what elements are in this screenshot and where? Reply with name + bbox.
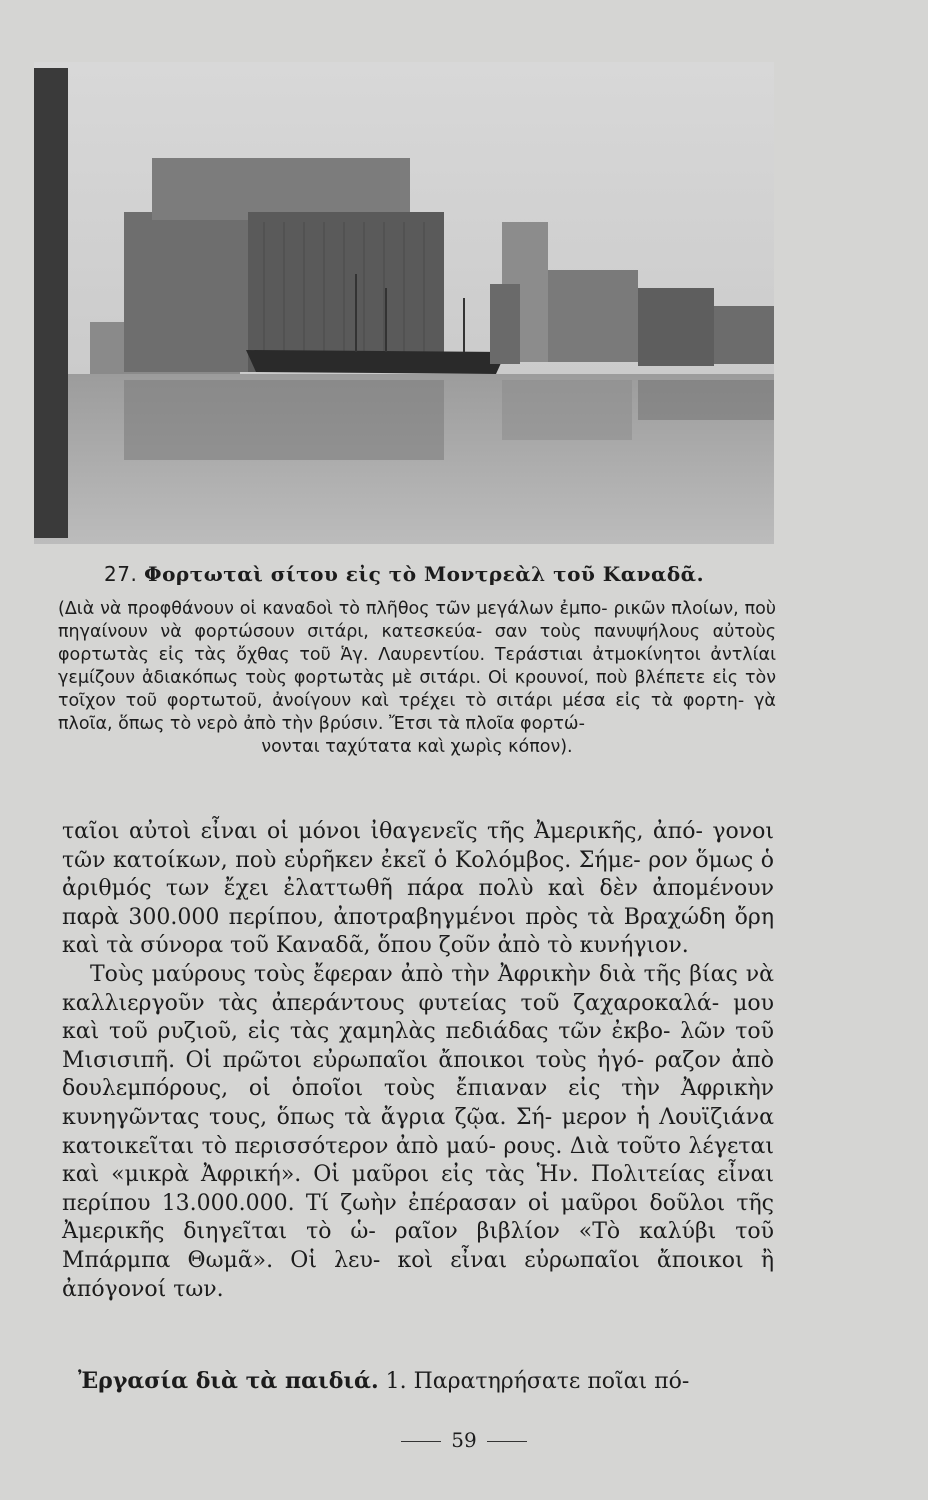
note-line: τοὺς φορτωτὰς μὲ σιτάρι. Οἱ κρουνοί, ποὺ βλέπετε εἰς τὸν τοῖχον — [58, 668, 776, 711]
text-line: ραζον ἀπὸ δουλεμπόρους, οἱ ὁποῖοι τοὺς ἔπιαναν εἰς τὴν — [62, 1047, 774, 1102]
text-line: πρὸς τὰ Βραχώδη ὄρη καὶ τὰ σύνορα τοῦ Καναδᾶ, ὅπου — [62, 904, 775, 959]
note-line: ρικῶν πλοίων, ποὺ πηγαίνουν νὰ φορτώσουν σιτάρι, κατεσκεύα- — [58, 599, 776, 642]
text-line: ρον ὅμως ὁ ἀριθμός των ἔχει ἐλαττωθῆ πάρα πολὺ καὶ — [62, 847, 774, 902]
text-line: δὲν ἀπομένουν παρὰ 300.000 περίπου, ἀποτραβηγμένοι — [62, 876, 774, 930]
text-line: ζοῦν ἀπὸ τὸ κυνήγιον. — [438, 933, 689, 959]
text-line: μερον ἡ Λουϊζιάνα κατοικεῖται τὸ περισσότερον ἀπὸ μαύ- — [62, 1104, 774, 1159]
main-text — [62, 818, 774, 1304]
note-line: σαν τοὺς πανυψήλους αὐτοὺς φορτωτὰς εἰς τὰς ὄχθας τοῦ Ἁγ. — [58, 622, 776, 665]
page-number — [0, 1428, 928, 1452]
photo-caption — [104, 562, 764, 586]
text-line: κοὶ εἶναι εὐρωπαῖοι ἄποικοι ἢ ἀπόγονοί των. — [62, 1247, 775, 1302]
note-line: τοῦ φορτωτοῦ, ἀνοίγουν καὶ τρέχει τὸ σιτάρι μέσα εἰς τὰ φορτη- — [125, 691, 745, 711]
text-line: εἰς τὰς Ἡν. Πολιτείας εἶναι περίπου 13.000.000. Τί ζωὴν — [62, 1162, 775, 1216]
note-line: γὰ πλοῖα, ὅπως τὸ νερὸ ἀπὸ τὴν βρύσιν. Ἔτσι τὰ πλοῖα φορτώ- — [58, 691, 776, 734]
text-line: λῶν τοῦ Μισισιπῆ. Οἱ πρῶτοι εὐρωπαῖοι ἄποικοι τοὺς ἠγό- — [62, 1019, 775, 1073]
children-task — [78, 1368, 778, 1394]
text-line: ραῖον βιβλίον «Τὸ καλύβι τοῦ Μπάρμπα Θωμᾶ». Οἱ λευ- — [62, 1219, 774, 1273]
paragraph-2 — [62, 961, 774, 1304]
dash-left — [401, 1441, 441, 1442]
page-number-value: 59 — [451, 1428, 477, 1452]
text-line: γονοι τῶν κατοίκων, ποὺ εὑρῆκεν ἐκεῖ ὁ Κολόμβος. Σήμε- — [62, 819, 775, 873]
text-line: ταῖοι αὐτοὶ εἶναι οἱ μόνοι ἰθαγενεῖς τῆς Ἀμερικῆς, ἀπό- — [62, 819, 703, 844]
caption-number: 27. — [104, 562, 138, 586]
task-text: 1. Παρατηρήσατε ποῖαι πό- — [378, 1369, 690, 1394]
caption-title: Φορτωταὶ σίτου εἰς τὸ Μοντρεὰλ τοῦ Καναδᾶ. — [144, 562, 705, 586]
text-line: Τοὺς μαύρους τοὺς ἔφεραν ἀπὸ τὴν Ἀφρικὴν διὰ τῆς βίας — [90, 961, 738, 987]
paragraph-1 — [62, 818, 774, 961]
grain-elevators-photo — [34, 62, 774, 544]
text-line: Ἀφρικὴν κυνηγῶντας τους, ὅπως τὰ ἄγρια ζῷα. Σή- — [62, 1076, 774, 1130]
note-last-line: νονται ταχύτατα καὶ χωρὶς κόπον). — [261, 737, 573, 757]
text-line: ἐπέρασαν οἱ μαῦροι δοῦλοι τῆς Ἀμερικῆς διηγεῖται τὸ ὡ- — [62, 1190, 775, 1245]
dash-right — [487, 1441, 527, 1442]
text-line: νὰ καλλιεργοῦν τὰς ἀπεράντους φυτείας τοῦ ζαχαροκαλά- — [62, 961, 774, 1016]
text-line: ρους. Διὰ τοῦτο λέγεται καὶ «μικρὰ Ἀφρική». Οἱ μαῦροι — [62, 1133, 774, 1188]
text-line: μου καὶ τοῦ ρυζιοῦ, εἰς τὰς χαμηλὰς πεδιάδας τῶν ἐκβο- — [62, 990, 774, 1045]
note-line: (Διὰ νὰ προφθάνουν οἱ καναδοὶ τὸ πλῆθος τῶν μεγάλων ἐμπο- — [58, 599, 608, 619]
task-heading: Ἐργασία διὰ τὰ παιδιά. — [78, 1368, 379, 1394]
caption-note — [58, 598, 776, 759]
note-line: Λαυρεντίου. Τεράστιαι ἀτμοκίνητοι ἀντλίαι γεμίζουν ἀδιακόπως — [58, 645, 776, 688]
